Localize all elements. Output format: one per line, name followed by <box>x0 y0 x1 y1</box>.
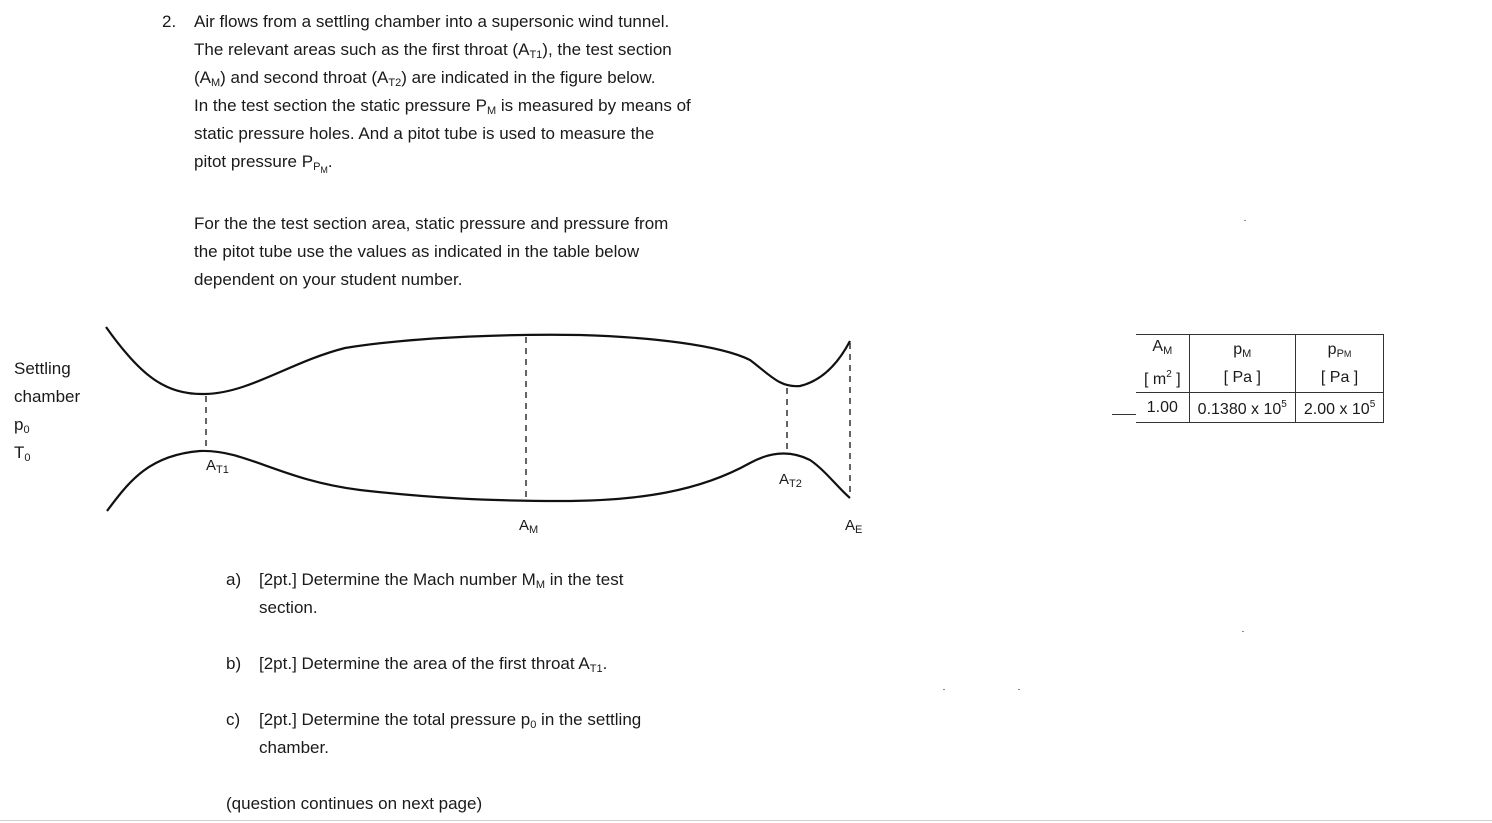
intro-line-3: $(A_M)$ and second throat $(A_{T2})$ are indicated in the figure below. <box>194 68 656 89</box>
instruction-line-1: For the the test section area, static pressure and pressure from <box>194 214 669 233</box>
ae-label: $A_E$ <box>845 517 863 536</box>
pm-header-cell: $p_M$ [ Pa ] <box>1189 335 1295 393</box>
part-c-line-1: [2pt.] Determine the total pressure $p_0$ in the settling <box>259 710 642 731</box>
am-header-cell: $A_M$ [ $m^2$ ] <box>1136 335 1189 393</box>
scan-speck <box>1018 689 1020 690</box>
question-number: 2. <box>162 12 177 31</box>
values-table <box>1136 334 1384 423</box>
intro-line-1: Air flows from a settling chamber into a supersonic wind tunnel. <box>194 12 670 31</box>
scan-speck <box>1242 631 1244 632</box>
part-a-line-1: [2pt.] Determine the Mach number $M_M$ in the test <box>259 570 624 591</box>
part-a-line-2: section. <box>259 598 318 617</box>
intro-line-6: pitot pressure $P_{PM}$. <box>194 152 333 175</box>
upper-wall <box>106 327 850 394</box>
at2-label: $A_{T2}$ <box>779 471 802 490</box>
at1-label: $A_{T1}$ <box>206 457 229 476</box>
table-row <box>1136 393 1384 423</box>
settling-label: Settling <box>14 359 71 378</box>
intro-line-5: static pressure holes. And a pitot tube is used to measure the <box>194 124 655 143</box>
ppm-header-cell: $p_{PM}$ [ Pa ] <box>1295 335 1383 393</box>
intro-line-4: In the test section the static pressure $P_M$ is measured by means of <box>194 96 691 117</box>
p0-label: $p_0$ <box>14 415 30 436</box>
part-c-line-2: chamber. <box>259 738 329 757</box>
scan-speck <box>1244 220 1246 221</box>
am-label: $A_M$ <box>519 517 539 536</box>
continuation-note: (question continues on next page) <box>226 794 483 813</box>
table-header-row <box>1136 335 1384 393</box>
chamber-label: chamber <box>14 387 81 406</box>
table-rule-left <box>1112 414 1136 415</box>
part-a-label: a) <box>226 570 242 589</box>
pm-value-cell: 0.1380 x $10^5$ <box>1189 393 1295 423</box>
page-bottom-rule <box>0 820 1492 821</box>
intro-line-2: The relevant areas such as the first throat $(A_{T1})$, the test section <box>194 40 672 61</box>
part-b-line-1: [2pt.] Determine the area of the first throat $A_{T1}$. <box>259 654 608 675</box>
part-b-label: b) <box>226 654 242 673</box>
ppm-value-cell: 2.00 x $10^5$ <box>1295 393 1383 423</box>
t0-label: $T_0$ <box>14 443 31 464</box>
instruction-line-2: the pitot tube use the values as indicated in the table below <box>194 242 640 261</box>
am-value-cell: 1.00 <box>1136 393 1189 423</box>
instruction-line-3: dependent on your student number. <box>194 270 463 289</box>
part-c-label: c) <box>226 710 241 729</box>
scan-speck <box>943 689 945 690</box>
